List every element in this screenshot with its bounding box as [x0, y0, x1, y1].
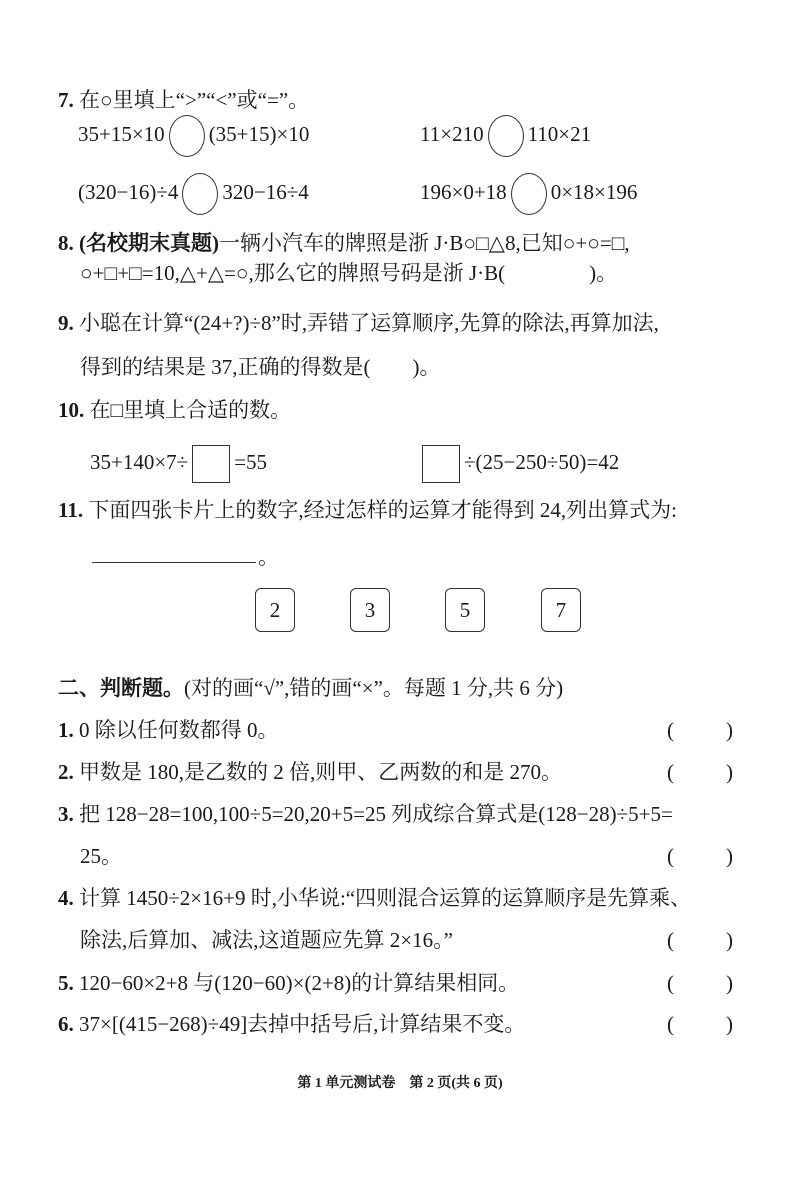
question-8-line2: ○+□+□=10,△+△=○,那么它的牌照号码是浙 J·B( )。: [80, 261, 618, 285]
section-2-heading: 二、判断题。(对的画“√”,错的画“×”。每题 1 分,共 6 分): [58, 676, 564, 700]
compare-item: 35+15×10 (35+15)×10: [78, 115, 309, 157]
question-8: 8. (名校期末真题)一辆小汽车的牌照是浙 J·B○□△8,已知○+○=□,: [58, 231, 630, 255]
answer-blank[interactable]: [92, 562, 256, 563]
judgment-item: 1. 0 除以任何数都得 0。: [58, 718, 279, 742]
blank-end: 。: [258, 545, 279, 569]
answer-parentheses[interactable]: ( ): [667, 760, 733, 784]
answer-parentheses[interactable]: ( ): [667, 971, 733, 995]
number-card: 7: [541, 588, 581, 632]
judgment-item: 25。: [80, 844, 122, 868]
answer-circle[interactable]: [182, 173, 218, 215]
judgment-item: 5. 120−60×2+8 与(120−60)×(2+8)的计算结果相同。: [58, 971, 520, 995]
number-card: 5: [445, 588, 485, 632]
answer-box[interactable]: [192, 445, 230, 483]
question-10: 10. 在□里填上合适的数。: [58, 398, 292, 422]
compare-item: (320−16)÷4 320−16÷4: [78, 173, 309, 215]
judgment-item: 2. 甲数是 180,是乙数的 2 倍,则甲、乙两数的和是 270。: [58, 760, 562, 784]
answer-circle[interactable]: [488, 115, 524, 157]
question-11: 11. 下面四张卡片上的数字,经过怎样的运算才能得到 24,列出算式为:: [58, 498, 677, 522]
answer-circle[interactable]: [169, 115, 205, 157]
compare-item: 11×210 110×21: [420, 115, 591, 157]
number-card: 3: [350, 588, 390, 632]
answer-circle[interactable]: [511, 173, 547, 215]
answer-parentheses[interactable]: ( ): [667, 1012, 733, 1036]
compare-item: 196×0+18 0×18×196: [420, 173, 637, 215]
answer-parentheses[interactable]: ( ): [667, 718, 733, 742]
answer-box[interactable]: [422, 445, 460, 483]
judgment-item: 除法,后算加、减法,这道题应先算 2×16。”: [80, 928, 453, 952]
question-9-line2: 得到的结果是 37,正确的得数是( )。: [80, 355, 441, 379]
judgment-item: 3. 把 128−28=100,100÷5=20,20+5=25 列成综合算式是(128−28)÷5+5=: [58, 802, 673, 826]
question-7: 7. 在○里填上“>”“<”或“=”。: [58, 88, 310, 112]
question-9: 9. 小聪在计算“(24+?)÷8”时,弄错了运算顺序,先算的除法,再算加法,: [58, 311, 659, 335]
fill-equation: ÷(25−250÷50)=42: [418, 445, 619, 483]
judgment-item: 4. 计算 1450÷2×16+9 时,小华说:“四则混合运算的运算顺序是先算乘、: [58, 886, 692, 910]
judgment-item: 6. 37×[(415−268)÷49]去掉中括号后,计算结果不变。: [58, 1012, 526, 1036]
page-footer: 第 1 单元测试卷 第 2 页(共 6 页): [297, 1076, 503, 1091]
number-card: 2: [255, 588, 295, 632]
answer-parentheses[interactable]: ( ): [667, 928, 733, 952]
fill-equation: 35+140×7÷ =55: [90, 445, 267, 483]
answer-parentheses[interactable]: ( ): [667, 844, 733, 868]
